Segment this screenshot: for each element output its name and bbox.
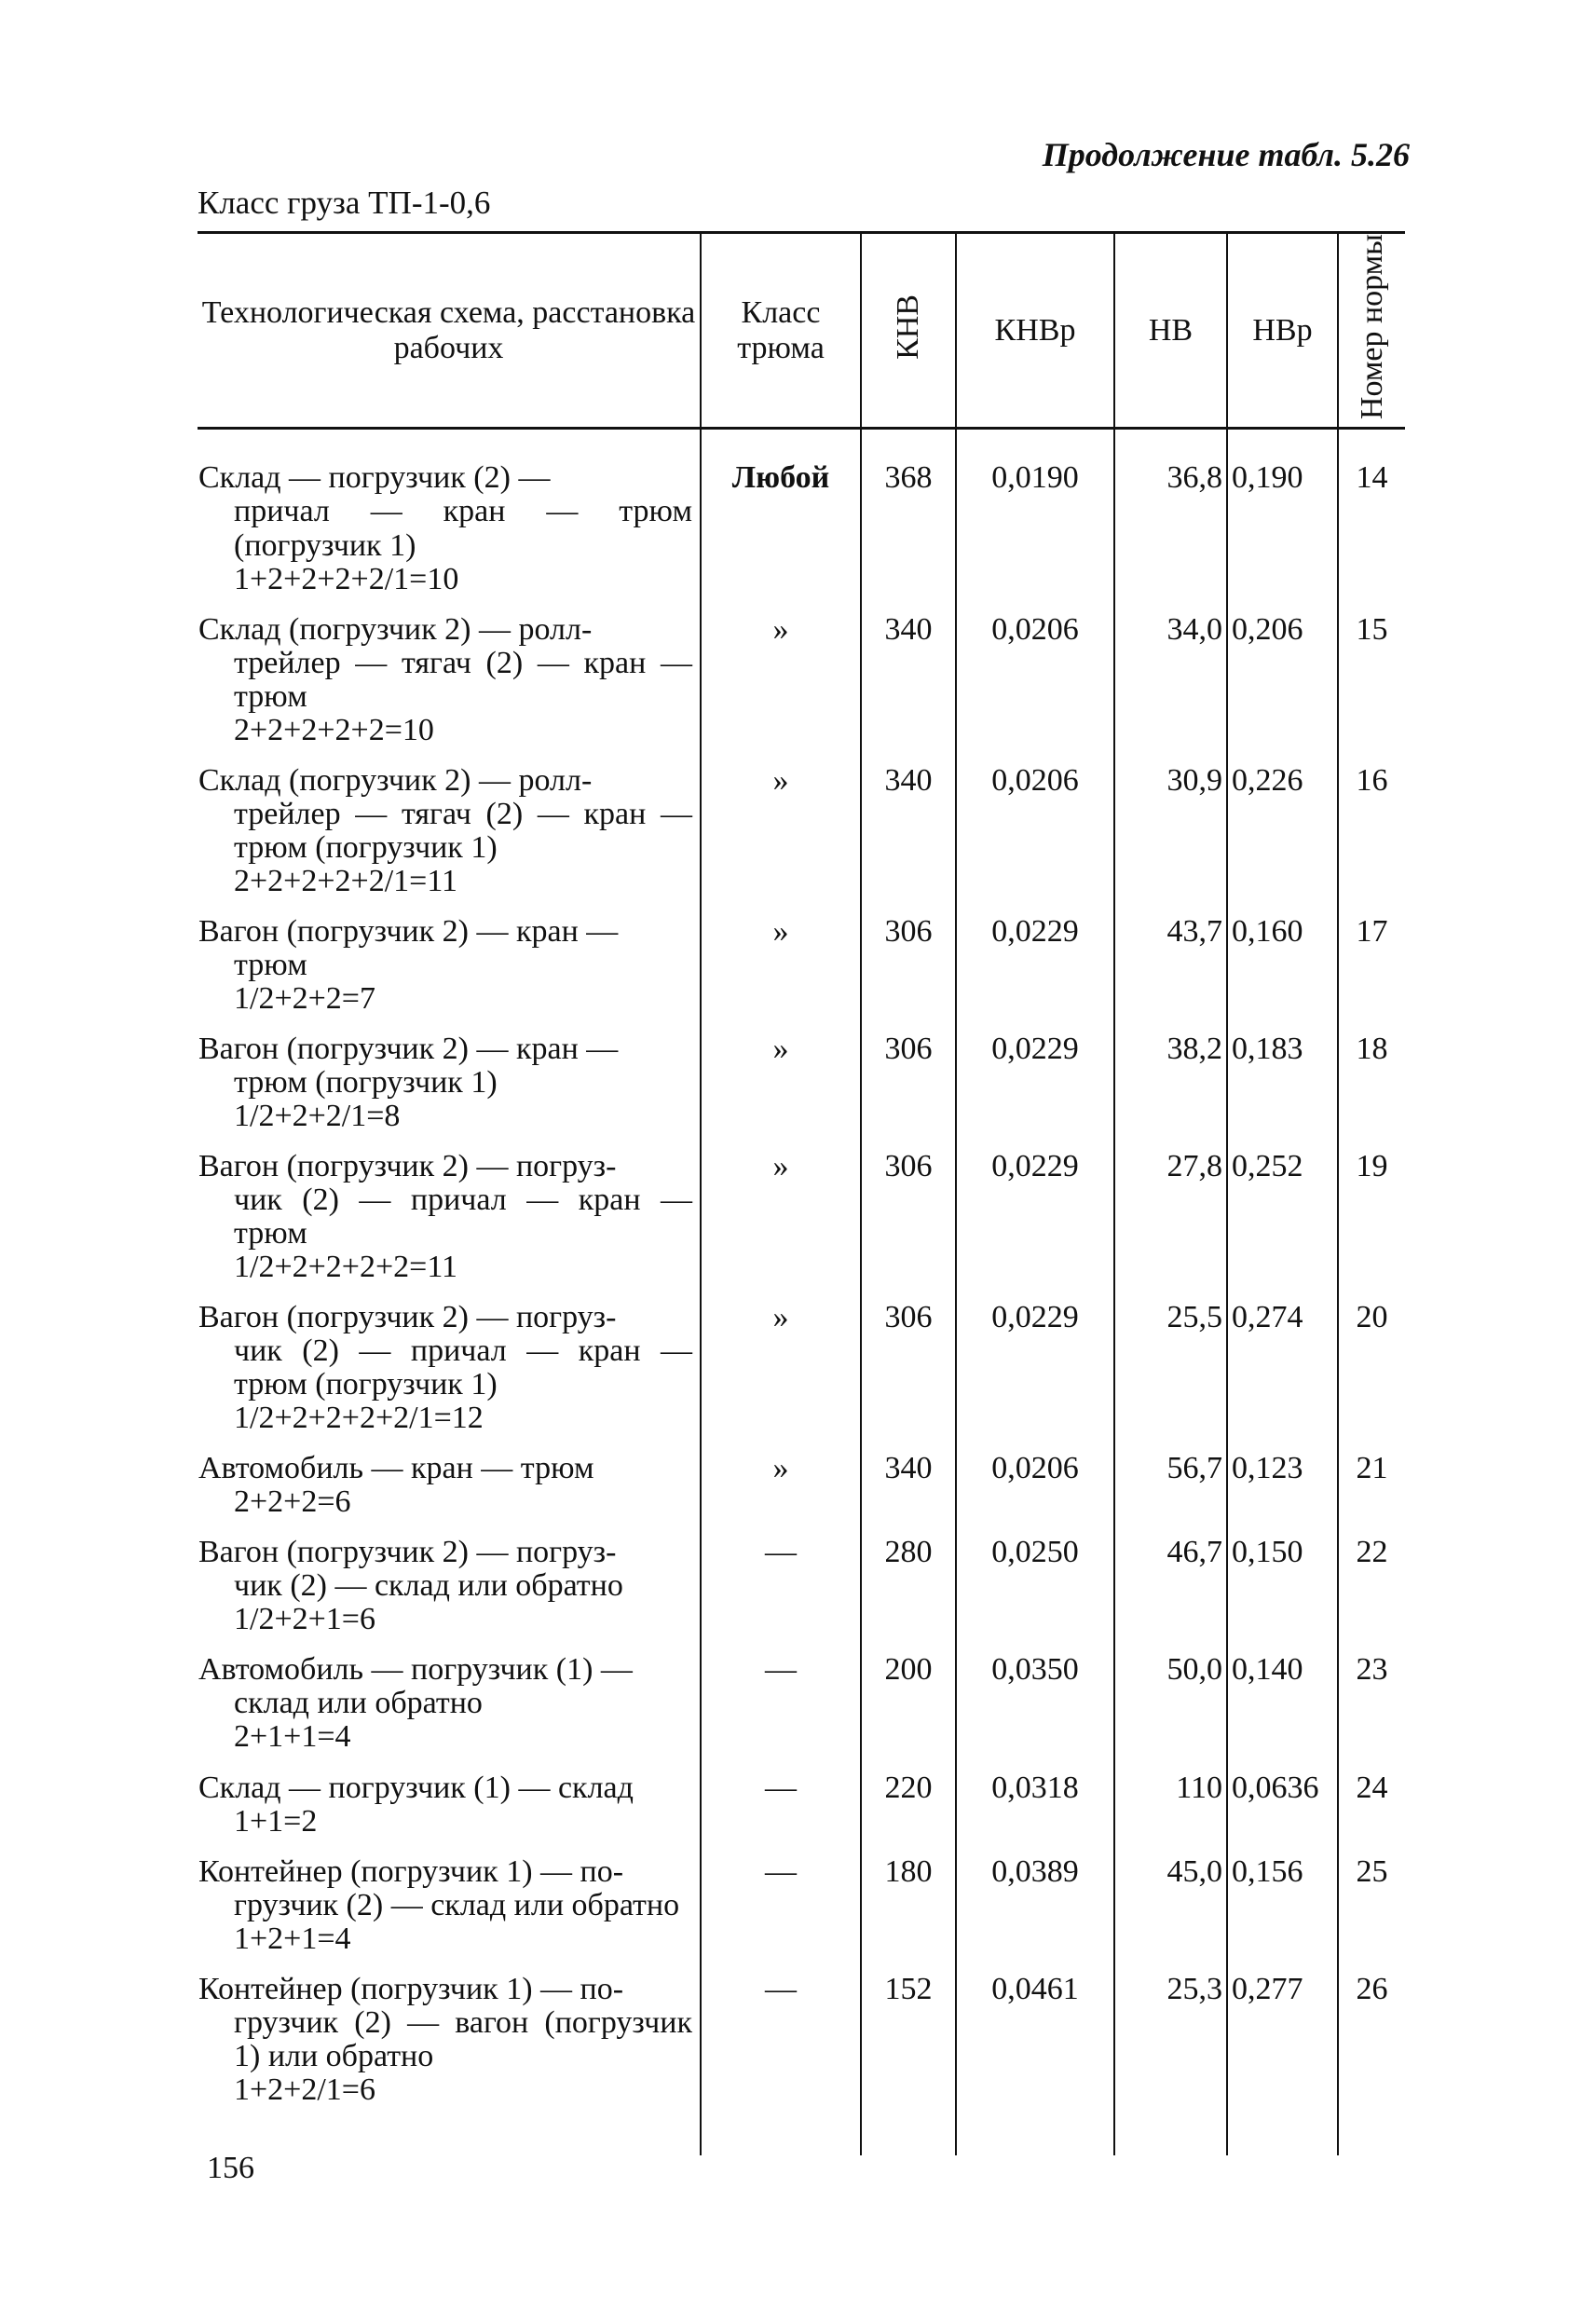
page-number: 156 — [207, 2151, 254, 2185]
knv-r-cell-value: 0,0206 — [991, 611, 1079, 647]
nv-r-cell — [1227, 1023, 1338, 1141]
hold-class-cell — [701, 1292, 861, 1443]
knv-cell — [861, 1846, 956, 1963]
schema-cell — [198, 429, 701, 604]
knv-r-cell-value: 0,0206 — [991, 1451, 1079, 1486]
table-row — [198, 1526, 1405, 1644]
knv-cell — [861, 1644, 956, 1761]
schema-cell — [198, 604, 701, 755]
hold-class-cell — [701, 1846, 861, 1963]
nv-cell — [1114, 906, 1227, 1023]
schema-cell — [198, 1644, 701, 1761]
hold-class-cell — [701, 1762, 861, 1846]
nv-r-cell-value: 0,123 — [1232, 1451, 1303, 1486]
table-caption: Продолжение табл. 5.26 — [1042, 136, 1410, 173]
table-row — [198, 755, 1405, 906]
knv-r-cell — [956, 1141, 1114, 1292]
hold-class-cell-value: — — [765, 1770, 797, 1805]
nv-r-cell — [1227, 1963, 1338, 2155]
header-nv: НВ — [1114, 233, 1227, 429]
schema-formula: 1+2+2+2+2/1=10 — [234, 561, 459, 596]
knv-cell-value: 306 — [884, 913, 933, 949]
hold-class-cell-value: — — [765, 1971, 797, 2006]
knv-cell-value: 340 — [884, 611, 933, 647]
knv-cell — [861, 604, 956, 755]
norm-number-cell-value: 14 — [1356, 460, 1388, 496]
schema-first-line: Вагон (погрузчик 2) — погруз- — [198, 1535, 617, 1570]
schema-continuation: причал — кран — трюм (погрузчик 1) — [234, 494, 692, 563]
table-header-row — [198, 233, 1405, 429]
norm-number-cell-value: 26 — [1356, 1971, 1388, 2006]
schema-cell — [198, 1443, 701, 1526]
header-knv — [861, 233, 956, 429]
knv-r-cell — [956, 755, 1114, 906]
nv-r-cell — [1227, 604, 1338, 755]
hold-class-cell — [701, 1023, 861, 1141]
schema-cell — [198, 1292, 701, 1443]
knv-r-cell-value: 0,0389 — [991, 1853, 1079, 1889]
nv-r-cell-value: 0,277 — [1232, 1971, 1303, 2006]
nv-r-cell — [1227, 906, 1338, 1023]
schema-continuation: трейлер — тягач (2) — кран — трюм — [234, 645, 692, 714]
knv-r-cell-value: 0,0461 — [991, 1971, 1079, 2006]
schema-cell — [198, 755, 701, 906]
knv-r-cell — [956, 1443, 1114, 1526]
schema-continuation: трейлер — тягач (2) — кран — трюм (погрузчик 1) — [234, 796, 692, 865]
hold-class-cell — [701, 755, 861, 906]
schema-formula: 1+2+1=4 — [234, 1921, 351, 1956]
nv-cell — [1114, 1846, 1227, 1963]
nv-cell-value: 25,5 — [1166, 1300, 1222, 1335]
hold-class-cell — [701, 1141, 861, 1292]
hold-class-cell-value: » — [772, 611, 789, 647]
nv-r-cell-value: 0,160 — [1232, 913, 1303, 949]
knv-cell-value: 152 — [884, 1971, 933, 2006]
hold-class-cell — [701, 429, 861, 604]
knv-r-cell-value: 0,0350 — [991, 1652, 1079, 1688]
schema-first-line: Склад (погрузчик 2) — ролл- — [198, 611, 593, 647]
schema-formula: 2+2+2=6 — [234, 1484, 351, 1520]
nv-cell-value: 38,2 — [1166, 1031, 1222, 1066]
schema-continuation: грузчик (2) — вагон (погрузчик 1) или обратно — [234, 2004, 692, 2073]
schema-continuation: трюм (погрузчик 1) — [234, 1064, 498, 1100]
knv-cell-value: 220 — [884, 1770, 933, 1805]
nv-cell-value: 34,0 — [1166, 611, 1222, 647]
nv-r-cell — [1227, 1443, 1338, 1526]
nv-r-cell-value: 0,274 — [1232, 1300, 1303, 1335]
norms-table — [198, 231, 1405, 2155]
nv-cell-value: 25,3 — [1166, 1971, 1222, 2006]
hold-class-cell-value: » — [772, 1149, 789, 1184]
table-row — [198, 1023, 1405, 1141]
norm-number-cell — [1338, 1644, 1405, 1761]
knv-r-cell — [956, 1762, 1114, 1846]
nv-cell — [1114, 429, 1227, 604]
nv-r-cell-value: 0,156 — [1232, 1853, 1303, 1889]
nv-r-cell — [1227, 1644, 1338, 1761]
knv-cell — [861, 1292, 956, 1443]
nv-r-cell — [1227, 755, 1338, 906]
schema-continuation: чик (2) — причал — кран — трюм — [234, 1183, 692, 1251]
knv-r-cell-value: 0,0190 — [991, 460, 1079, 496]
schema-first-line: Контейнер (погрузчик 1) — по- — [198, 1971, 624, 2006]
norm-number-cell — [1338, 604, 1405, 755]
knv-r-cell-value: 0,0229 — [991, 913, 1079, 949]
knv-r-cell — [956, 1644, 1114, 1761]
hold-class-cell-value: » — [772, 762, 789, 798]
schema-formula: 1+1=2 — [234, 1803, 318, 1839]
schema-formula: 2+1+1=4 — [234, 1719, 351, 1755]
hold-class-cell-value: » — [772, 1300, 789, 1335]
norm-number-cell-value: 15 — [1356, 611, 1388, 647]
header-knv-text: КНВ — [891, 294, 926, 360]
nv-cell-value: 46,7 — [1166, 1535, 1222, 1570]
table-row — [198, 604, 1405, 755]
schema-formula: 1/2+2+2=7 — [234, 980, 375, 1016]
schema-cell — [198, 906, 701, 1023]
nv-cell — [1114, 1292, 1227, 1443]
header-schema: Технологическая схема, расстановка рабочих — [198, 233, 701, 429]
norm-number-cell-value: 17 — [1356, 913, 1388, 949]
schema-first-line: Вагон (погрузчик 2) — погруз- — [198, 1149, 617, 1184]
hold-class-cell — [701, 1963, 861, 2155]
nv-r-cell — [1227, 1292, 1338, 1443]
nv-r-cell — [1227, 1846, 1338, 1963]
hold-class-cell-value: » — [772, 1451, 789, 1486]
nv-cell-value: 36,8 — [1166, 460, 1222, 496]
nv-cell-value: 43,7 — [1166, 913, 1222, 949]
knv-r-cell — [956, 604, 1114, 755]
knv-cell-value: 340 — [884, 1451, 933, 1486]
knv-r-cell — [956, 1846, 1114, 1963]
knv-cell — [861, 429, 956, 604]
hold-class-cell — [701, 604, 861, 755]
knv-cell — [861, 1963, 956, 2155]
nv-r-cell-value: 0,140 — [1232, 1652, 1303, 1688]
schema-first-line: Склад (погрузчик 2) — ролл- — [198, 762, 593, 798]
header-hold-class: Класс трюма — [701, 233, 861, 429]
schema-cell — [198, 1526, 701, 1644]
header-norm-no-text: Номер нормы — [1354, 234, 1389, 420]
norm-number-cell — [1338, 429, 1405, 604]
knv-r-cell — [956, 1292, 1114, 1443]
schema-formula: 1/2+2+2/1=8 — [234, 1098, 401, 1133]
norm-number-cell-value: 20 — [1356, 1300, 1388, 1335]
table-row — [198, 1644, 1405, 1761]
nv-cell — [1114, 1963, 1227, 2155]
norm-number-cell-value: 16 — [1356, 762, 1388, 798]
knv-cell-value: 306 — [884, 1031, 933, 1066]
knv-cell — [861, 1141, 956, 1292]
nv-cell-value: 45,0 — [1166, 1853, 1222, 1889]
nv-cell — [1114, 604, 1227, 755]
knv-r-cell-value: 0,0250 — [991, 1535, 1079, 1570]
table-row — [198, 1292, 1405, 1443]
schema-first-line: Склад — погрузчик (1) — склад — [198, 1770, 634, 1805]
cargo-class-label: Класс груза ТП-1-0,6 — [198, 185, 491, 221]
schema-cell — [198, 1963, 701, 2155]
table-row — [198, 429, 1405, 604]
norm-number-cell — [1338, 1141, 1405, 1292]
knv-cell-value: 280 — [884, 1535, 933, 1570]
nv-cell — [1114, 1644, 1227, 1761]
hold-class-cell-value: — — [765, 1652, 797, 1688]
nv-r-cell — [1227, 429, 1338, 604]
nv-r-cell-value: 0,252 — [1232, 1149, 1303, 1184]
schema-first-line: Автомобиль — погрузчик (1) — — [198, 1652, 633, 1688]
knv-r-cell — [956, 906, 1114, 1023]
knv-r-cell — [956, 429, 1114, 604]
norm-number-cell-value: 25 — [1356, 1853, 1388, 1889]
schema-continuation: грузчик (2) — склад или обратно — [234, 1887, 680, 1922]
schema-first-line: Вагон (погрузчик 2) — кран — — [198, 913, 619, 949]
knv-cell — [861, 755, 956, 906]
norm-number-cell — [1338, 1963, 1405, 2155]
nv-cell-value: 110 — [1176, 1770, 1222, 1805]
hold-class-cell — [701, 1443, 861, 1526]
nv-r-cell-value: 0,206 — [1232, 611, 1303, 647]
nv-r-cell — [1227, 1762, 1338, 1846]
nv-r-cell-value: 0,150 — [1232, 1535, 1303, 1570]
schema-formula: 2+2+2+2+2/1=11 — [234, 863, 458, 898]
hold-class-cell — [701, 1526, 861, 1644]
table-row — [198, 1762, 1405, 1846]
norm-number-cell-value: 22 — [1356, 1535, 1388, 1570]
knv-cell-value: 368 — [884, 460, 933, 496]
norm-number-cell-value: 19 — [1356, 1149, 1388, 1184]
knv-r-cell-value: 0,0229 — [991, 1300, 1079, 1335]
schema-formula: 2+2+2+2+2=10 — [234, 712, 434, 747]
knv-cell-value: 306 — [884, 1149, 933, 1184]
hold-class-cell-value: — — [765, 1853, 797, 1889]
knv-cell-value: 306 — [884, 1300, 933, 1335]
schema-continuation: чик (2) — склад или обратно — [234, 1568, 623, 1604]
header-nv-r: НВр — [1227, 233, 1338, 429]
nv-cell — [1114, 1526, 1227, 1644]
table-row — [198, 1443, 1405, 1526]
norm-number-cell-value: 21 — [1356, 1451, 1388, 1486]
nv-cell-value: 50,0 — [1166, 1652, 1222, 1688]
norm-number-cell — [1338, 1292, 1405, 1443]
header-norm-no — [1338, 233, 1405, 429]
schema-formula: 1/2+2+1=6 — [234, 1602, 375, 1637]
norm-number-cell — [1338, 1443, 1405, 1526]
knv-cell — [861, 1526, 956, 1644]
table-row — [198, 1846, 1405, 1963]
schema-cell — [198, 1846, 701, 1963]
hold-class-cell — [701, 906, 861, 1023]
knv-cell-value: 340 — [884, 762, 933, 798]
hold-class-cell-value: — — [765, 1535, 797, 1570]
schema-continuation: склад или обратно — [234, 1686, 483, 1721]
knv-cell — [861, 1762, 956, 1846]
knv-r-cell-value: 0,0206 — [991, 762, 1079, 798]
knv-cell — [861, 1443, 956, 1526]
schema-first-line: Автомобиль — кран — трюм — [198, 1451, 594, 1486]
norm-number-cell-value: 18 — [1356, 1031, 1388, 1066]
nv-cell — [1114, 1762, 1227, 1846]
schema-formula: 1/2+2+2+2+2/1=12 — [234, 1401, 484, 1436]
knv-cell-value: 180 — [884, 1853, 933, 1889]
knv-cell — [861, 906, 956, 1023]
norm-number-cell-value: 23 — [1356, 1652, 1388, 1688]
knv-r-cell — [956, 1963, 1114, 2155]
nv-r-cell-value: 0,226 — [1232, 762, 1303, 798]
knv-r-cell — [956, 1526, 1114, 1644]
schema-first-line: Вагон (погрузчик 2) — кран — — [198, 1031, 619, 1066]
nv-r-cell-value: 0,183 — [1232, 1031, 1303, 1066]
nv-cell — [1114, 1443, 1227, 1526]
knv-r-cell-value: 0,0229 — [991, 1149, 1079, 1184]
schema-formula: 1+2+2/1=6 — [234, 2072, 375, 2107]
knv-r-cell — [956, 1023, 1114, 1141]
nv-cell — [1114, 1141, 1227, 1292]
nv-cell — [1114, 1023, 1227, 1141]
norm-number-cell — [1338, 1846, 1405, 1963]
knv-r-cell-value: 0,0229 — [991, 1031, 1079, 1066]
schema-formula: 1/2+2+2+2+2=11 — [234, 1250, 458, 1285]
schema-cell — [198, 1141, 701, 1292]
nv-cell — [1114, 755, 1227, 906]
nv-cell-value: 27,8 — [1166, 1149, 1222, 1184]
nv-r-cell-value: 0,0636 — [1232, 1770, 1319, 1805]
norm-number-cell — [1338, 755, 1405, 906]
norm-number-cell-value: 24 — [1356, 1770, 1388, 1805]
schema-first-line: Вагон (погрузчик 2) — погруз- — [198, 1300, 617, 1335]
schema-cell — [198, 1023, 701, 1141]
norm-number-cell — [1338, 1023, 1405, 1141]
schema-first-line: Контейнер (погрузчик 1) — по- — [198, 1853, 624, 1889]
nv-cell-value: 56,7 — [1166, 1451, 1222, 1486]
hold-class-cell — [701, 1644, 861, 1761]
schema-cell — [198, 1762, 701, 1846]
nv-cell-value: 30,9 — [1166, 762, 1222, 798]
norm-number-cell — [1338, 906, 1405, 1023]
schema-first-line: Склад — погрузчик (2) — — [198, 460, 551, 496]
knv-cell-value: 200 — [884, 1652, 933, 1688]
table-row — [198, 1963, 1405, 2155]
nv-r-cell — [1227, 1141, 1338, 1292]
table-row — [198, 1141, 1405, 1292]
nv-r-cell-value: 0,190 — [1232, 460, 1303, 496]
norm-number-cell — [1338, 1762, 1405, 1846]
schema-continuation: трюм — [234, 947, 307, 982]
norm-number-cell — [1338, 1526, 1405, 1644]
knv-r-cell-value: 0,0318 — [991, 1770, 1079, 1805]
hold-class-cell-value: » — [772, 913, 789, 949]
hold-class-cell-value: » — [772, 1031, 789, 1066]
schema-continuation: чик (2) — причал — кран — трюм (погрузчик 1) — [234, 1333, 692, 1402]
table-row — [198, 906, 1405, 1023]
hold-class-cell-value: Любой — [731, 460, 830, 496]
nv-r-cell — [1227, 1526, 1338, 1644]
knv-cell — [861, 1023, 956, 1141]
header-knv-r: КНВр — [956, 233, 1114, 429]
